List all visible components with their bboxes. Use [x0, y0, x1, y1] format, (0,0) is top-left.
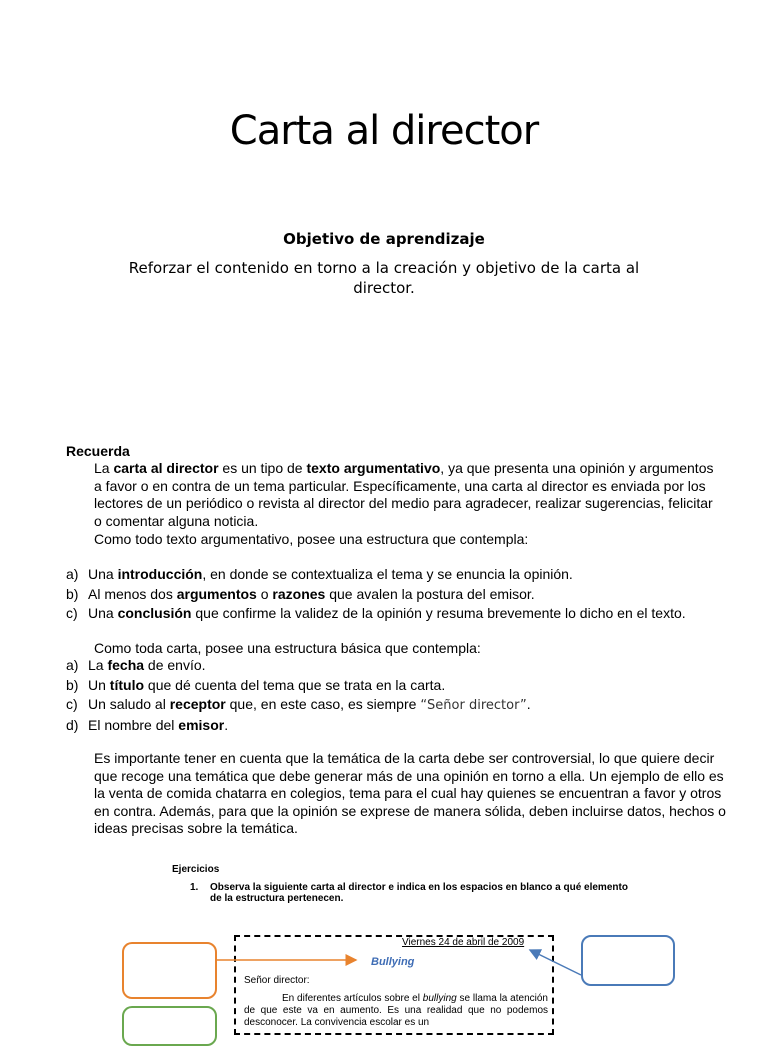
letter-title: Bullying: [371, 956, 415, 968]
answer-box-date[interactable]: [581, 935, 675, 986]
definition-paragraph: [94, 460, 714, 530]
bold-term: texto argumentativo: [306, 460, 441, 476]
answer-box-title[interactable]: [122, 942, 217, 999]
text-run: o: [256, 585, 273, 602]
text-run: que avalen la postura del emisor.: [325, 585, 535, 602]
text-run: Al menos dos: [88, 585, 177, 602]
text-run: es un tipo de: [218, 460, 307, 476]
list-marker: c): [66, 605, 78, 621]
list-item: [66, 565, 686, 585]
list-marker: b): [66, 585, 79, 602]
text-run: que confirme la validez de la opinión y resuma brevemente lo dicho en el texto.: [191, 605, 686, 621]
exercises-label: Ejercicios: [172, 864, 220, 875]
text-run: , en donde se contextualiza el tema y se enuncia la opinión.: [202, 566, 573, 582]
exercise-number: 1.: [190, 882, 199, 893]
list-item: [66, 676, 531, 696]
list-item: [66, 585, 686, 605]
text-run: , ya que presenta una opinión y argumentos a favor o en contra de un tema particular. Específicamente, una carta al director es enviada por los lectores de un periódico o revista al director del medio para agradecer, realizar sugerencias, felicitar o comentar alguna noticia.: [94, 460, 714, 529]
text-run: de envío.: [144, 657, 206, 673]
page-title: Carta al director: [229, 108, 539, 154]
text-run: que, en este caso, es siempre: [225, 696, 421, 712]
exercise-instruction: Observa la siguiente carta al director e indica en los espacios en blanco a qué elemento de la estructura pertenecen.: [210, 882, 628, 904]
bold-term: carta al director: [113, 460, 219, 476]
recuerda-label: Recuerda: [66, 443, 130, 459]
bold-term: título: [109, 676, 145, 693]
italic-term: bullying: [422, 993, 457, 1004]
bold-term: argumentos: [176, 585, 257, 602]
text-run: En diferentes artículos sobre el: [282, 993, 423, 1004]
text-run: que dé cuenta del tema que se trata en la carta.: [144, 676, 446, 693]
list-marker: a): [66, 566, 79, 582]
structure-intro: Como todo texto argumentativo, posee una estructura que contempla:: [94, 531, 529, 547]
text-run: El nombre del: [88, 716, 179, 733]
text-run: .: [526, 696, 531, 712]
list-item: [66, 716, 531, 736]
text-run: Un: [88, 676, 110, 693]
bold-term: razones: [272, 585, 326, 602]
text-run: La: [88, 657, 108, 673]
list-marker: b): [66, 676, 79, 693]
list-item: [66, 656, 531, 676]
list-item: [66, 695, 531, 716]
controversy-paragraph: Es importante tener en cuenta que la temática de la carta debe ser controversial, lo que quiere decir que recoge una temática que debe generar más de una opinión en torno a ella. Un ejemplo de ello es la venta de comida chatarra en colegios, tema para el cual hay quienes se encuentran a favor y otros en contra. Además, para que la opinión se exprese de manera sólida, deben incluirse datos, hechos o ideas precisas sobre la temática.: [94, 750, 726, 836]
letter-greeting: Señor director:: [244, 975, 310, 986]
bold-term: conclusión: [117, 605, 192, 621]
text-run: La: [94, 460, 114, 476]
letter-date: Viernes 24 de abril de 2009: [402, 937, 525, 948]
list-marker: a): [66, 657, 79, 673]
bold-term: emisor: [178, 716, 225, 733]
argument-structure-list: [66, 565, 686, 624]
bold-term: fecha: [107, 657, 145, 673]
answer-box-greeting[interactable]: [122, 1006, 217, 1046]
objective-heading: Objetivo de aprendizaje: [283, 230, 485, 248]
bold-term: receptor: [169, 696, 226, 712]
text-run: Una: [88, 605, 118, 621]
list-marker: c): [66, 696, 78, 712]
list-item: [66, 604, 686, 624]
letter-structure-intro: Como toda carta, posee una estructura básica que contempla:: [94, 640, 481, 656]
text-run: Un saludo al: [88, 696, 170, 712]
quoted-greeting: “Señor director”: [420, 698, 527, 713]
bold-term: introducción: [117, 566, 203, 582]
text-run: se llama la atención de que este va en aumento. Es una realidad que no podemos desconocer. La convivencia escolar es un: [244, 993, 548, 1028]
text-run: Una: [88, 566, 118, 582]
list-marker: d): [66, 716, 79, 733]
objective-text: Reforzar el contenido en torno a la creación y objetivo de la carta al director.: [128, 259, 640, 297]
letter-structure-list: [66, 656, 531, 735]
text-run: .: [224, 716, 229, 733]
